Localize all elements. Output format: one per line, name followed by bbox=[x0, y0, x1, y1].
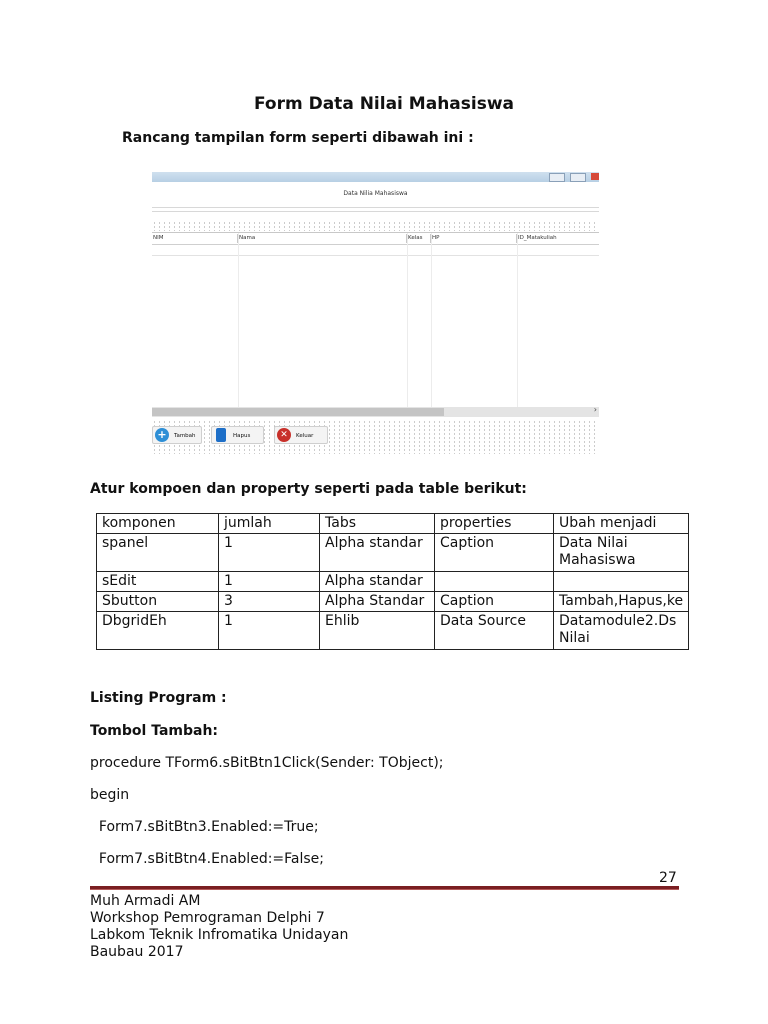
minimize-icon bbox=[549, 173, 565, 182]
window-title-bar bbox=[152, 172, 599, 182]
close-window-icon bbox=[591, 173, 599, 180]
dbgrid bbox=[152, 232, 599, 409]
sedit-field bbox=[152, 207, 599, 212]
footer-place-year: Baubau 2017 bbox=[90, 944, 184, 960]
design-grid-dots bbox=[152, 221, 599, 231]
table-cell bbox=[554, 572, 689, 592]
keluar-button: ✕ Keluar bbox=[274, 426, 328, 444]
tombol-heading: Tombol Tambah: bbox=[90, 723, 219, 739]
table-cell: sEdit bbox=[97, 572, 219, 592]
table-cell: 3 bbox=[219, 592, 320, 612]
close-icon: ✕ bbox=[277, 428, 291, 442]
section-heading: Atur kompoen dan property seperti pada table berikut: bbox=[90, 481, 527, 497]
table-cell: Caption bbox=[435, 534, 554, 572]
code-line: Form7.sBitBtn3.Enabled:=True; bbox=[90, 819, 319, 835]
table-header-cell: jumlah bbox=[219, 514, 320, 534]
table-cell: Alpha standar bbox=[320, 534, 435, 572]
table-header-cell: komponen bbox=[97, 514, 219, 534]
plus-icon: + bbox=[155, 428, 169, 442]
table-cell: Data Source bbox=[435, 612, 554, 650]
page-number: 27 bbox=[659, 870, 677, 886]
table-row bbox=[97, 592, 689, 612]
code-line: Form7.sBitBtn4.Enabled:=False; bbox=[90, 851, 325, 867]
code-line: begin bbox=[90, 787, 130, 803]
tambah-button: + Tambah bbox=[152, 426, 202, 444]
table-row bbox=[97, 572, 689, 592]
hapus-button: Hapus bbox=[211, 426, 264, 444]
footer-divider bbox=[90, 886, 679, 890]
component-table bbox=[96, 513, 689, 650]
footer bbox=[90, 893, 348, 961]
table-cell: Data Nilai Mahasiswa bbox=[554, 534, 689, 572]
table-cell: DbgridEh bbox=[97, 612, 219, 650]
table-cell: Alpha Standar bbox=[320, 592, 435, 612]
table-header-cell: Tabs bbox=[320, 514, 435, 534]
grid-header-line bbox=[152, 244, 599, 245]
table-cell: Tambah,Hapus,ke bbox=[554, 592, 689, 612]
column-header-nama: Nama bbox=[238, 234, 407, 243]
panel-caption: Data Nilia Mahasiswa bbox=[343, 190, 408, 197]
table-row bbox=[97, 612, 689, 650]
table-row bbox=[97, 534, 689, 572]
table-cell: Sbutton bbox=[97, 592, 219, 612]
column-header-id-matakuliah: ID_Matakuliah bbox=[518, 235, 557, 241]
form-screenshot bbox=[152, 172, 599, 456]
table-header-cell: properties bbox=[435, 514, 554, 534]
maximize-icon bbox=[570, 173, 586, 182]
listing-heading: Listing Program : bbox=[90, 690, 227, 706]
scroll-right-arrow-icon: › bbox=[593, 405, 597, 414]
trash-icon bbox=[216, 428, 226, 442]
table-cell: Ehlib bbox=[320, 612, 435, 650]
table-cell: 1 bbox=[219, 612, 320, 650]
table-cell: Alpha standar bbox=[320, 572, 435, 592]
horizontal-scrollbar bbox=[152, 407, 599, 417]
grid-column-line bbox=[517, 233, 518, 409]
footer-lab: Labkom Teknik Infromatika Unidayan bbox=[90, 927, 349, 943]
table-cell bbox=[435, 572, 554, 592]
grid-column-line bbox=[238, 233, 239, 409]
table-cell: Datamodule2.Ds Nilai bbox=[554, 612, 689, 650]
footer-author: Muh Armadi AM bbox=[90, 893, 201, 909]
column-header-nim: NIM bbox=[152, 234, 238, 243]
table-cell: 1 bbox=[219, 572, 320, 592]
grid-column-line bbox=[407, 233, 408, 409]
subtitle: Rancang tampilan form seperti dibawah ini : bbox=[122, 130, 474, 146]
grid-column-line bbox=[431, 233, 432, 409]
column-header-kelas: Kelas bbox=[407, 234, 431, 243]
footer-workshop: Workshop Pemrograman Delphi 7 bbox=[90, 910, 325, 926]
button-panel bbox=[152, 420, 599, 454]
grid-row-line bbox=[152, 255, 599, 256]
page-title: Form Data Nilai Mahasiswa bbox=[253, 94, 515, 114]
table-cell: spanel bbox=[97, 534, 219, 572]
table-cell: Caption bbox=[435, 592, 554, 612]
table-cell: 1 bbox=[219, 534, 320, 572]
scrollbar-thumb bbox=[152, 408, 444, 416]
code-line: procedure TForm6.sBitBtn1Click(Sender: TObject); bbox=[90, 755, 444, 771]
table-header-row bbox=[97, 514, 689, 534]
column-header-hp: HP bbox=[431, 234, 517, 243]
table-header-cell: Ubah menjadi bbox=[554, 514, 689, 534]
